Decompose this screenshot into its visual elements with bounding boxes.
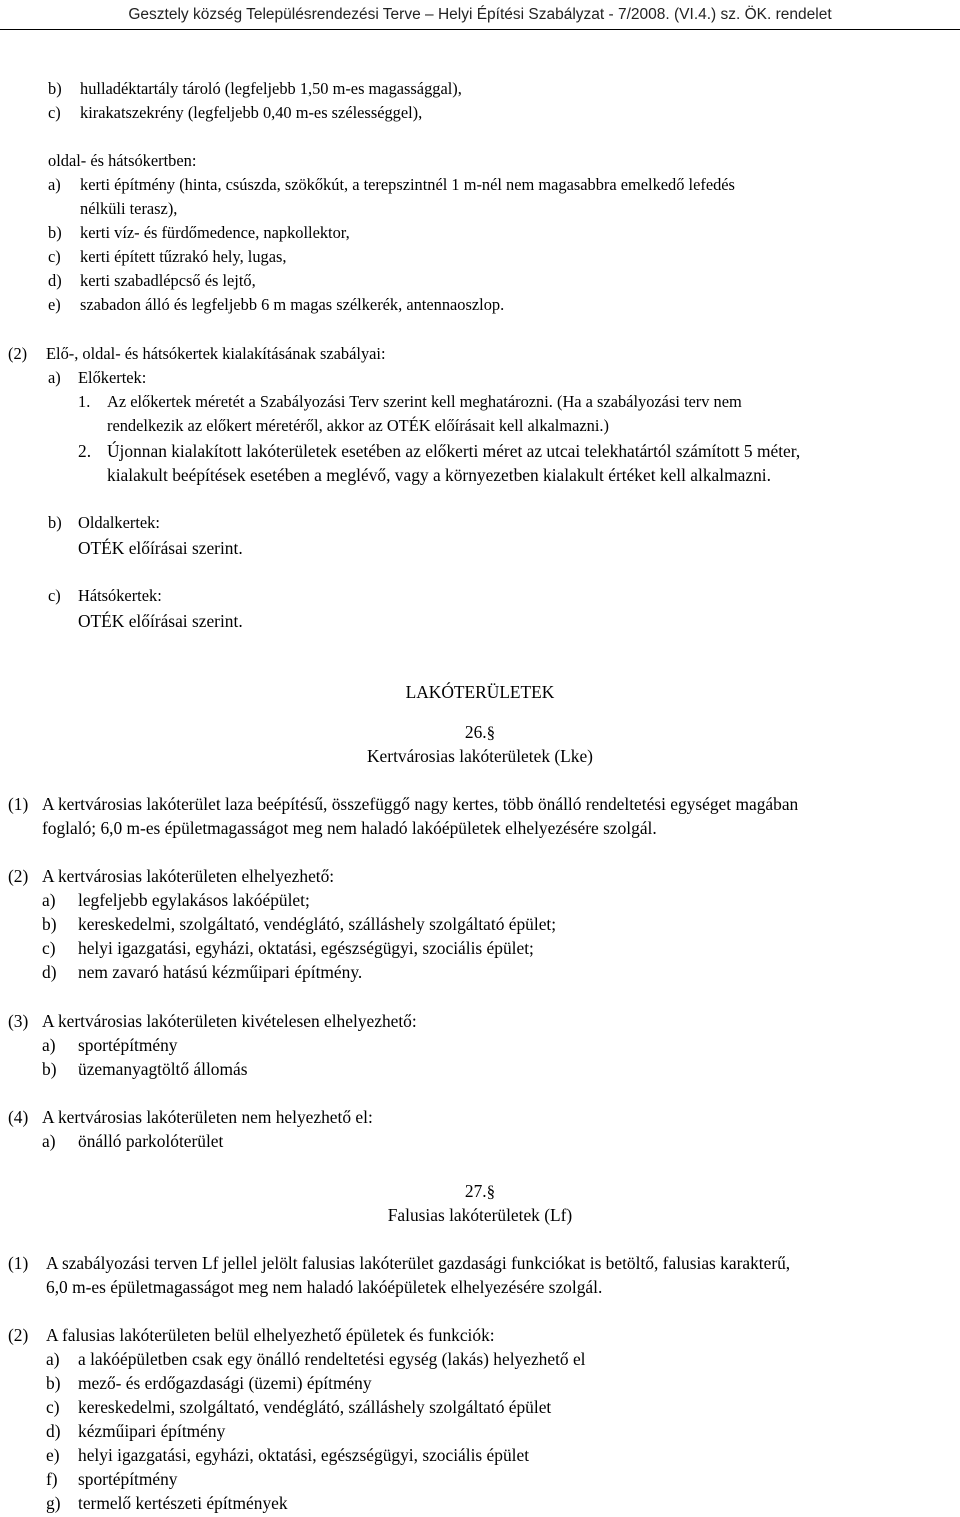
list-item [46, 1468, 178, 1490]
item-text: kerti víz- és fürdőmedence, napkollektor, [80, 223, 350, 242]
item-marker: c) [46, 1397, 60, 1417]
subsection-a [48, 367, 147, 389]
paragraph-1 [8, 793, 799, 815]
list-item [48, 270, 256, 292]
list-item [42, 961, 363, 983]
item-text: Előkertek: [78, 368, 147, 387]
item-text: szabadon álló és legfeljebb 6 m magas szélkerék, antennaoszlop. [80, 295, 505, 314]
item-marker: b) [48, 513, 62, 532]
item-text: sportépítmény [78, 1035, 178, 1055]
list-item [42, 937, 534, 959]
subsection-c [48, 585, 162, 607]
item-marker: e) [46, 1445, 60, 1465]
header-rule [0, 29, 960, 30]
item-text: Hátsókertek: [78, 586, 162, 605]
paragraph-1 [8, 1252, 791, 1274]
section-number: 27.§ [464, 1181, 496, 1201]
item-text: üzemanyagtöltő állomás [78, 1059, 248, 1079]
item-marker: a) [42, 1035, 56, 1055]
paragraph-text: A kertvárosias lakóterületen nem helyezhető el: [42, 1107, 373, 1127]
item-text: kirakatszekrény (legfeljebb 0,40 m-es szélességgel), [80, 103, 423, 122]
item-text: kézműipari építmény [78, 1421, 226, 1441]
paragraph-marker: (2) [8, 866, 29, 886]
item-marker: e) [48, 295, 61, 314]
section-number: 26.§ [464, 722, 496, 742]
paragraph-text: Elő-, oldal- és hátsókertek kialakításának szabályai: [46, 344, 386, 363]
item-text: önálló parkolóterület [78, 1131, 224, 1151]
list-item [46, 1348, 586, 1370]
item-marker: d) [42, 962, 57, 982]
paragraph-text: A kertvárosias lakóterület laza beépítésű, összefüggő nagy kertes, több önálló rendeltetési egységet magában [42, 794, 799, 814]
section-title: Kertvárosias lakóterületek (Lke) [367, 746, 593, 766]
paragraph-2 [8, 343, 386, 365]
subsection-c-rule: OTÉK előírásai szerint. [78, 611, 243, 631]
item-marker: a) [46, 1349, 60, 1369]
item-text: helyi igazgatási, egyházi, oktatási, egészségügyi, szociális épület; [78, 938, 534, 958]
list-item [46, 1420, 226, 1442]
list-item [42, 889, 310, 911]
paragraph-4 [8, 1106, 373, 1128]
paragraph-marker: (4) [8, 1107, 29, 1127]
subsection-b [48, 512, 160, 534]
item-text: kerti épített tűzrakó hely, lugas, [80, 247, 287, 266]
item-text: helyi igazgatási, egyházi, oktatási, egészségügyi, szociális épület [78, 1445, 530, 1465]
item-text: Újonnan kialakított lakóterületek esetében az előkerti méret az utcai telekhatártól számított 5 méter, [107, 441, 801, 461]
item-marker: b) [42, 914, 57, 934]
item-text-continuation: kialakult beépítések esetében a meglévő, vagy a környezetben kialakult értéket kell alkalmazni. [107, 465, 771, 485]
paragraph-3 [8, 1010, 417, 1032]
side-rear-heading: oldal- és hátsókertben: [48, 151, 197, 170]
item-number: 2. [78, 441, 92, 461]
paragraph-2 [8, 865, 335, 887]
list-item [46, 1444, 530, 1466]
item-number: 1. [78, 392, 91, 411]
paragraph-marker: (1) [8, 1253, 29, 1273]
chapter-title: LAKÓTERÜLETEK [405, 682, 555, 702]
list-item [42, 1058, 248, 1080]
running-header: Gesztely község Településrendezési Terve – Helyi Építési Szabályzat - 7/2008. (VI.4.) sz. ÖK. rendelet [128, 6, 832, 23]
item-marker: b) [42, 1059, 57, 1079]
item-marker: c) [48, 586, 61, 605]
subsection-b-rule: OTÉK előírásai szerint. [78, 538, 243, 558]
paragraph-text: A kertvárosias lakóterületen elhelyezhető: [42, 866, 335, 886]
item-text: termelő kertészeti építmények [78, 1493, 288, 1513]
paragraph-marker: (2) [8, 344, 28, 363]
list-item [42, 1034, 178, 1056]
list-item [48, 222, 350, 244]
item-marker: c) [48, 247, 61, 266]
paragraph-text-continuation: 6,0 m-es épületmagasságot meg nem haladó lakóépületek elhelyezésére szolgál. [46, 1277, 603, 1297]
list-item [42, 1130, 224, 1152]
item-marker: d) [48, 271, 62, 290]
item-text: legfeljebb egylakásos lakóépület; [78, 890, 310, 910]
paragraph-text: A kertvárosias lakóterületen kivételesen elhelyezhető: [42, 1011, 417, 1031]
list-item [46, 1492, 288, 1514]
list-item [48, 102, 423, 124]
item-marker: d) [46, 1421, 61, 1441]
section-sign: § [486, 1182, 496, 1201]
list-item [48, 246, 287, 268]
paragraph-marker: (2) [8, 1325, 29, 1345]
item-marker: g) [46, 1493, 61, 1513]
item-marker: b) [48, 223, 62, 242]
item-marker: b) [46, 1373, 61, 1393]
list-item [46, 1372, 372, 1394]
item-text: hulladéktartály tároló (legfeljebb 1,50 m-es magassággal), [80, 79, 462, 98]
list-item [42, 913, 557, 935]
item-text-continuation: nélküli terasz), [80, 199, 178, 218]
numbered-item [78, 440, 801, 462]
item-text: kerti építmény (hinta, csúszda, szökőkút, a terepszintnél 1 m-nél nem magasabbra emelkedő lefedés [80, 175, 735, 194]
section-sign: § [486, 723, 496, 742]
item-marker: a) [42, 1131, 56, 1151]
list-item [46, 1396, 552, 1418]
item-marker: c) [48, 103, 61, 122]
item-text: Az előkertek méretét a Szabályozási Terv szerint kell meghatározni. (Ha a szabályozási terv nem [107, 392, 742, 411]
paragraph-text: A falusias lakóterületen belül elhelyezhető épületek és funkciók: [46, 1325, 495, 1345]
item-text: nem zavaró hatású kézműipari építmény. [78, 962, 363, 982]
item-marker: c) [42, 938, 56, 958]
item-text-continuation: rendelkezik az előkert méretéről, akkor az OTÉK előírásait kell alkalmazni.) [107, 416, 609, 435]
numbered-item [78, 391, 742, 413]
paragraph-marker: (3) [8, 1011, 29, 1031]
item-text: kerti szabadlépcső és lejtő, [80, 271, 256, 290]
item-text: kereskedelmi, szolgáltató, vendéglátó, szálláshely szolgáltató épület [78, 1397, 552, 1417]
paragraph-marker: (1) [8, 794, 29, 814]
paragraph-2 [8, 1324, 495, 1346]
list-item [48, 174, 735, 196]
paragraph-text: A szabályozási terven Lf jellel jelölt falusias lakóterület gazdasági funkciókat is betöltő, falusias karakterű, [46, 1253, 791, 1273]
item-marker: a) [48, 175, 61, 194]
list-item [48, 78, 462, 100]
section-title: Falusias lakóterületek (Lf) [387, 1205, 573, 1225]
item-text: a lakóépületben csak egy önálló rendeltetési egység (lakás) helyezhető el [78, 1349, 586, 1369]
item-marker: b) [48, 79, 62, 98]
item-text: kereskedelmi, szolgáltató, vendéglátó, szálláshely szolgáltató épület; [78, 914, 557, 934]
item-marker: f) [46, 1469, 58, 1489]
item-text: Oldalkertek: [78, 513, 160, 532]
paragraph-text-continuation: foglaló; 6,0 m-es épületmagasságot meg nem haladó lakóépületek elhelyezésére szolgál. [42, 818, 657, 838]
item-marker: a) [48, 368, 61, 387]
item-text: sportépítmény [78, 1469, 178, 1489]
item-marker: a) [42, 890, 56, 910]
item-text: mező- és erdőgazdasági (üzemi) építmény [78, 1373, 372, 1393]
list-item [48, 294, 505, 316]
